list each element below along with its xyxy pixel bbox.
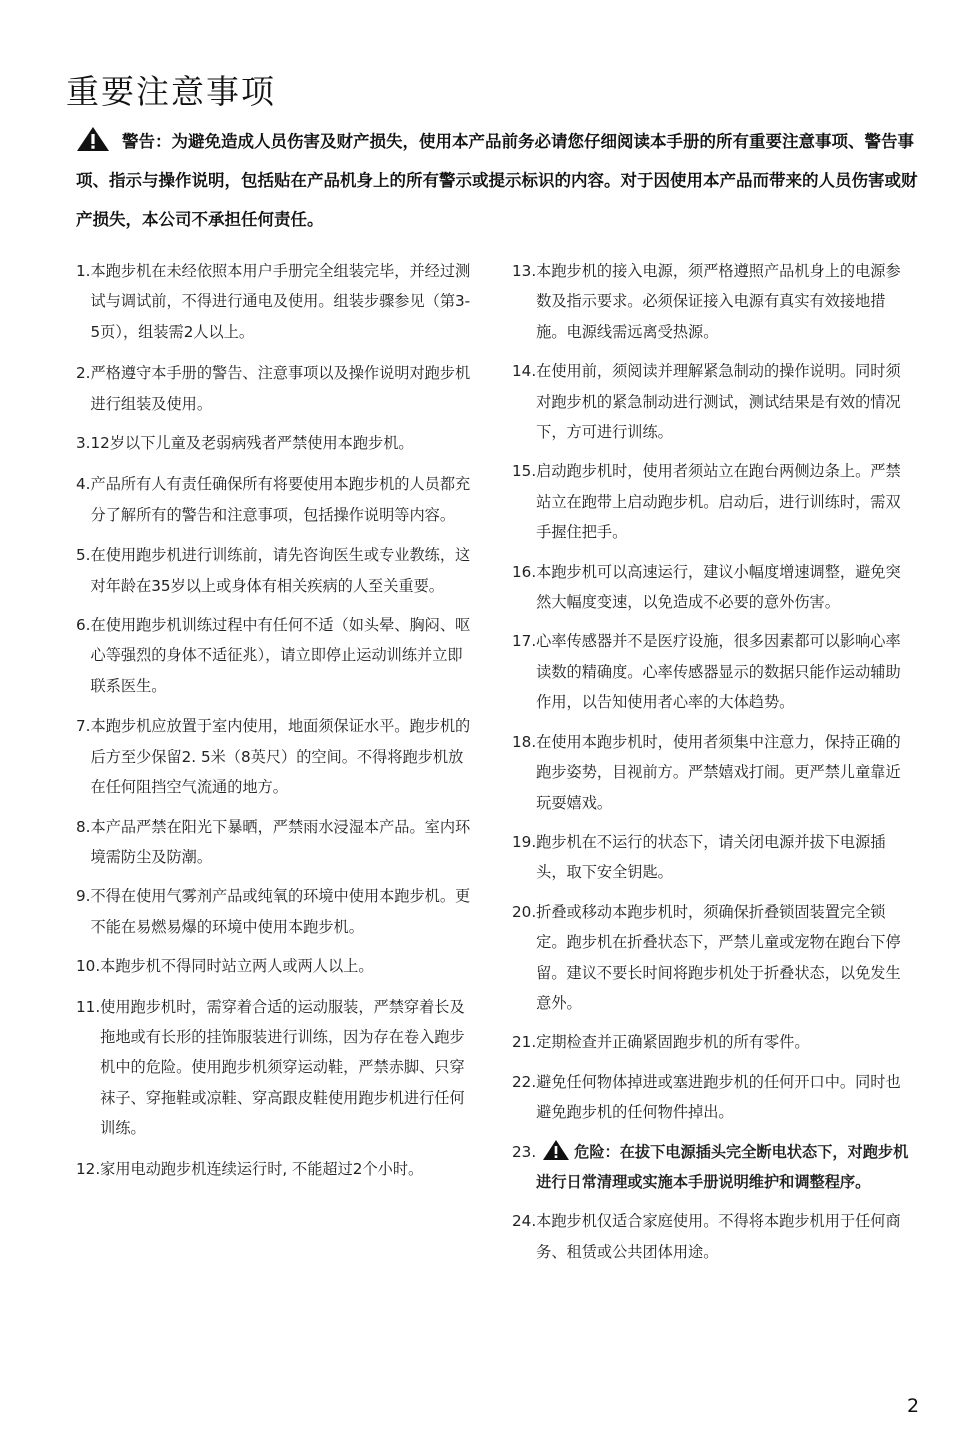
list-item bbox=[76, 711, 474, 802]
list-item bbox=[512, 897, 910, 1019]
item-number: 24. bbox=[512, 1212, 537, 1231]
item-text: 在使用跑步机训练过程中有任何不适（如头晕、胸闷、呕心等强烈的身体不适征兆），请立即停止运动训练并立即联系医生。 bbox=[90, 616, 471, 695]
list-item bbox=[76, 540, 474, 601]
item-text: 心率传感器并不是医疗设施，很多因素都可以影响心率读数的精确度。心率传感器显示的数据只能作运动辅助作用，以告知使用者心率的大体趋势。 bbox=[536, 632, 901, 712]
item-text: 本跑步机的接入电源，须严格遵照产品机身上的电源参数及指示要求。必须保证接入电源有真实有效接地措施。电源线需远离受热源。 bbox=[536, 262, 901, 341]
item-number: 17. bbox=[512, 632, 537, 651]
item-text: 避免任何物体掉进或塞进跑步机的任何开口中。同时也避免跑步机的任何物件掉出。 bbox=[536, 1072, 901, 1122]
item-text: 严格遵守本手册的警告、注意事项以及操作说明对跑步机进行组装及使用。 bbox=[90, 364, 471, 413]
item-text: 产品所有人有责任确保所有将要使用本跑步机的人员都充分了解所有的警告和注意事项，包括操作说明等内容。 bbox=[90, 475, 471, 524]
list-item bbox=[512, 557, 910, 618]
item-number: 15. bbox=[512, 462, 537, 481]
list-item bbox=[76, 358, 474, 419]
left-column bbox=[76, 256, 474, 1184]
item-number: 21. bbox=[512, 1033, 537, 1052]
item-number: 14. bbox=[512, 362, 537, 381]
list-item bbox=[76, 256, 474, 347]
list-item bbox=[76, 428, 474, 458]
item-number: 6. bbox=[76, 616, 91, 635]
list-item bbox=[76, 992, 474, 1144]
list-item bbox=[512, 1067, 910, 1128]
warning-triangle-icon bbox=[76, 126, 110, 152]
item-number: 19. bbox=[512, 832, 537, 851]
warning-text: 警告：为避免造成人员伤害及财产损失，使用本产品前务必请您仔细阅读本手册的所有重要注意事项、警告事项、指示与操作说明，包括贴在产品机身上的所有警示或提示标识的内容。对于因使用本产品而带来的人员伤害或财产损失，本公司不承担任何责任。 bbox=[76, 132, 918, 229]
list-item bbox=[76, 881, 474, 942]
item-number: 7. bbox=[76, 717, 91, 736]
item-text: 在使用前，须阅读并理解紧急制动的操作说明。同时须对跑步机的紧急制动进行测试，测试结果是有效的情况下，方可进行训练。 bbox=[536, 362, 901, 442]
item-text: 家用电动跑步机连续运行时, 不能超过2个小时。 bbox=[100, 1159, 424, 1178]
item-number: 20. bbox=[512, 902, 537, 921]
item-number: 18. bbox=[512, 732, 537, 751]
item-text: 启动跑步机时，使用者须站立在跑台两侧边条上。严禁站立在跑带上启动跑步机。启动后，进行训练时，需双手握住把手。 bbox=[536, 462, 901, 542]
item-text: 本跑步机应放置于室内使用，地面须保证水平。跑步机的后方至少保留2. 5米（8英尺）的空间。不得将跑步机放在任何阻挡空气流通的地方。 bbox=[90, 717, 471, 797]
item-text: 折叠或移动本跑步机时，须确保折叠锁固装置完全锁定。跑步机在折叠状态下，严禁儿童或宠物在跑台下停留。建议不要长时间将跑步机处于折叠状态，以免发生意外。 bbox=[536, 902, 901, 1012]
right-column bbox=[512, 256, 910, 1267]
item-text: 本跑步机在未经依照本用户手册完全组装完毕，并经过测试与调试前，不得进行通电及使用。组装步骤参见（第3-5页），组装需2人以上。 bbox=[90, 262, 471, 341]
item-number: 16. bbox=[512, 562, 537, 581]
item-text bbox=[536, 1137, 910, 1198]
item-text: 本跑步机不得同时站立两人或两人以上。 bbox=[100, 957, 374, 976]
item-number: 12. bbox=[76, 1159, 101, 1178]
item-text: 跑步机在不运行的状态下，请关闭电源并拔下电源插头，取下安全钥匙。 bbox=[536, 832, 886, 882]
item-number: 9. bbox=[76, 887, 91, 906]
item-number: 11. bbox=[76, 997, 101, 1016]
item-number: 1. bbox=[76, 262, 91, 280]
item-text: 在使用本跑步机时，使用者须集中注意力，保持正确的跑步姿势，目视前方。严禁嬉戏打闹。更严禁儿童靠近玩耍嬉戏。 bbox=[536, 732, 901, 812]
item-number: 3. bbox=[76, 434, 91, 453]
page-number: 2 bbox=[907, 1395, 920, 1417]
list-item bbox=[512, 1206, 910, 1267]
list-item bbox=[512, 626, 910, 717]
item-text: 本产品严禁在阳光下暴晒，严禁雨水浸湿本产品。室内环境需防尘及防潮。 bbox=[90, 817, 471, 866]
list-item bbox=[512, 727, 910, 818]
list-item bbox=[76, 812, 474, 873]
list-item bbox=[76, 610, 474, 701]
list-item bbox=[76, 951, 474, 981]
danger-text: 危险：在拔下电源插头完全断电状态下，对跑步机进行日常清理或实施本手册说明维护和调整程序。 bbox=[536, 1142, 909, 1191]
item-number: 22. bbox=[512, 1072, 537, 1091]
item-number: 13. bbox=[512, 262, 537, 280]
list-item bbox=[76, 469, 474, 530]
warning-notice bbox=[76, 122, 918, 239]
item-number: 2. bbox=[76, 364, 91, 383]
danger-item bbox=[512, 1137, 910, 1198]
list-item bbox=[512, 356, 910, 447]
list-item bbox=[512, 456, 910, 547]
item-text: 本跑步机可以高速运行，建议小幅度增速调整，避免突然大幅度变速，以免造成不必要的意外伤害。 bbox=[536, 562, 901, 612]
item-number: 5. bbox=[76, 546, 91, 565]
item-number: 23. bbox=[512, 1142, 537, 1161]
list-item bbox=[512, 256, 910, 347]
item-text: 使用跑步机时，需穿着合适的运动服装，严禁穿着长及拖地或有长形的挂饰服装进行训练，因为存在卷入跑步机中的危险。使用跑步机须穿运动鞋，严禁赤脚、只穿袜子、穿拖鞋或凉鞋、穿高跟皮鞋使用跑步机进行任何训练。 bbox=[100, 997, 465, 1138]
item-text: 在使用跑步机进行训练前，请先咨询医生或专业教练，这对年龄在35岁以上或身体有相关疾病的人至关重要。 bbox=[90, 546, 471, 595]
page-title: 重要注意事项 bbox=[66, 72, 276, 111]
item-number: 4. bbox=[76, 475, 91, 494]
list-item bbox=[512, 1027, 910, 1057]
item-text: 定期检查并正确紧固跑步机的所有零件。 bbox=[536, 1033, 810, 1052]
item-number: 8. bbox=[76, 817, 91, 836]
list-item bbox=[512, 827, 910, 888]
danger-triangle-icon bbox=[542, 1139, 570, 1161]
item-text: 本跑步机仅适合家庭使用。不得将本跑步机用于任何商务、租赁或公共团体用途。 bbox=[536, 1212, 901, 1261]
list-item bbox=[76, 1154, 474, 1184]
item-text: 12岁以下儿童及老弱病残者严禁使用本跑步机。 bbox=[90, 434, 414, 453]
item-number: 10. bbox=[76, 957, 101, 976]
item-text: 不得在使用气雾剂产品或纯氧的环境中使用本跑步机。更不能在易燃易爆的环境中使用本跑步机。 bbox=[90, 887, 471, 936]
